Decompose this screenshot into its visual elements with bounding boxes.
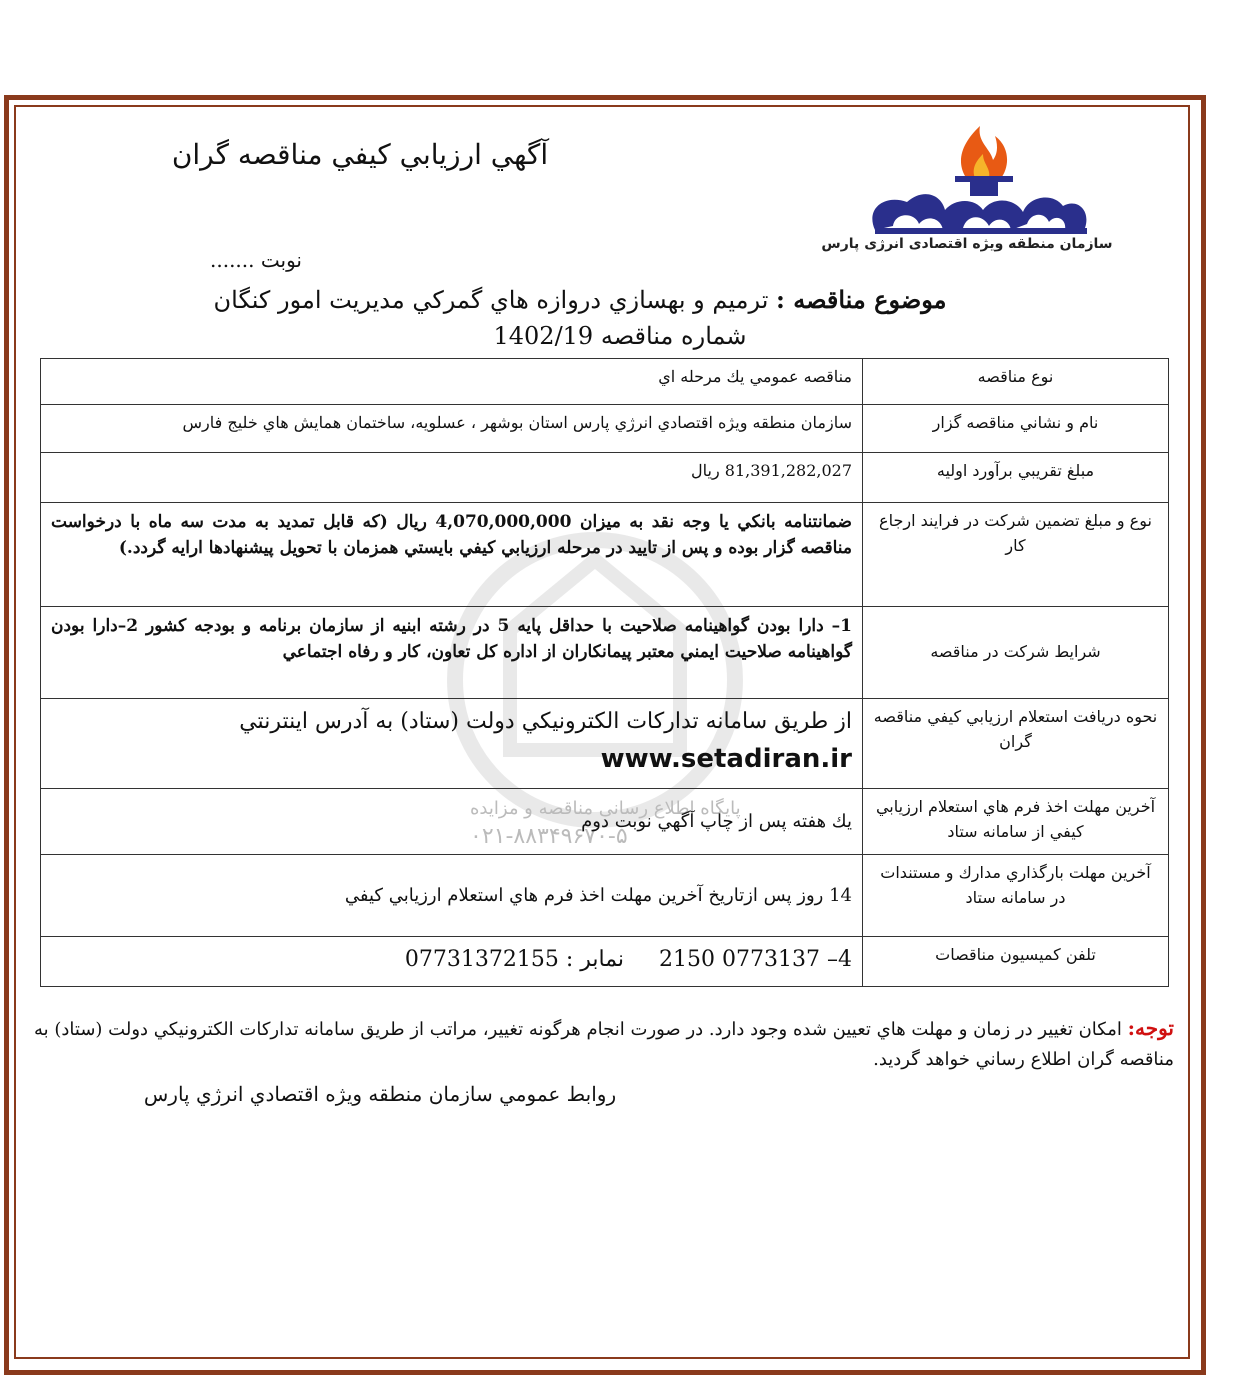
row-label: نوع و مبلغ تضمين شركت در فرايند ارجاع كار bbox=[863, 503, 1169, 607]
subject-text: ترميم و بهسازي دروازه هاي گمركي مديريت امور كنگان bbox=[213, 286, 776, 314]
tender-number: شماره مناقصه 1402/19 bbox=[493, 322, 747, 350]
row-label: نحوه دريافت استعلام ارزيابي كيفي مناقصه گران bbox=[863, 699, 1169, 789]
row-value: مناقصه عمومي يك مرحله اي bbox=[41, 359, 863, 405]
row-value bbox=[41, 699, 863, 789]
row-value: 14 روز پس ازتاريخ آخرين مهلت اخذ فرم هاي استعلام ارزيابي كيفي bbox=[41, 855, 863, 937]
row-label: شرايط شركت در مناقصه bbox=[863, 607, 1169, 699]
tender-info-table bbox=[40, 358, 1169, 987]
row-label: آخرين مهلت بارگذاري مدارك و مستندات در سامانه ستاد bbox=[863, 855, 1169, 937]
row-value: يك هفته پس از چاپ آگهي نوبت دوم bbox=[41, 789, 863, 855]
row-label: مبلغ تقريبي برآورد اوليه bbox=[863, 453, 1169, 503]
table-row bbox=[41, 453, 1169, 503]
subject-label: موضوع مناقصه : bbox=[776, 285, 947, 314]
row-label: نام و نشاني مناقصه گزار bbox=[863, 405, 1169, 453]
table-row bbox=[41, 789, 1169, 855]
signature: روابط عمومي سازمان منطقه ويژه اقتصادي انرژي پارس bbox=[143, 1082, 617, 1106]
notice-label: توجه: bbox=[1127, 1016, 1174, 1040]
tender-subject bbox=[150, 285, 1010, 314]
watermark-line1: پایگاه اطلاع رسانی مناقصه و مزایده bbox=[470, 798, 741, 819]
row-value: 81,391,282,027 ريال bbox=[41, 453, 863, 503]
row-value-text: از طريق سامانه تداركات الكترونيكي دولت (ستاد) به آدرس اينترنتي bbox=[239, 709, 852, 734]
table-row bbox=[41, 503, 1169, 607]
table-row bbox=[41, 405, 1169, 453]
table-row bbox=[41, 855, 1169, 937]
table-row bbox=[41, 359, 1169, 405]
table-row bbox=[41, 937, 1169, 987]
notice-text: امكان تغيير در زمان و مهلت هاي تعيين شده وجود دارد. در صورت انجام هرگونه تغيير، مراتب از طريق سامانه تداركات الكترونيكي دولت (ستاد) به مناقصه گران اطلاع رساني خواهد گرديد. bbox=[34, 1019, 1174, 1070]
page-title: آگهي ارزيابي كيفي مناقصه گران bbox=[171, 138, 549, 171]
notice-paragraph bbox=[34, 1012, 1174, 1075]
row-label: آخرين مهلت اخذ فرم هاي استعلام ارزيابي كيفي از سامانه ستاد bbox=[863, 789, 1169, 855]
table-row bbox=[41, 607, 1169, 699]
setad-url[interactable]: www.setadiran.ir bbox=[600, 744, 852, 775]
watermark-line2: ۰۲۱-۸۸۳۴۹۶۷۰-۵ bbox=[470, 824, 628, 849]
logo-caption: سازمان منطقه ویژه اقتصادی انرژی پارس bbox=[821, 236, 1113, 252]
row-value: ضمانتنامه بانكي يا وجه نقد به ميزان 4,070,000,000 ريال (كه قابل تمديد به مدت سه ماه با درخواست مناقصه گزار بوده و پس از تاييد در مرحله ارزيابي كيفي بايستي همزمان با تحويل پيشنهادها ارايه گردد.) bbox=[41, 503, 863, 607]
table-row bbox=[41, 699, 1169, 789]
publication-round: نوبت ....... bbox=[210, 248, 302, 272]
row-value: سازمان منطقه ويژه اقتصادي انرژي پارس استان بوشهر ، عسلويه، ساختمان همايش هاي خليج فارس bbox=[41, 405, 863, 453]
row-label: تلفن كميسيون مناقصات bbox=[863, 937, 1169, 987]
row-value: 1– دارا بودن گواهينامه صلاحيت با حداقل پايه 5 در رشته ابنيه از سازمان برنامه و بودجه كشور 2–دارا بودن گواهينامه صلاحيت ايمني معتبر پيمانكاران از اداره كل تعاون، كار و رفاه اجتماعي bbox=[41, 607, 863, 699]
row-value: 4– 0773137 2150 نمابر : 07731372155 bbox=[41, 937, 863, 987]
row-label: نوع مناقصه bbox=[863, 359, 1169, 405]
